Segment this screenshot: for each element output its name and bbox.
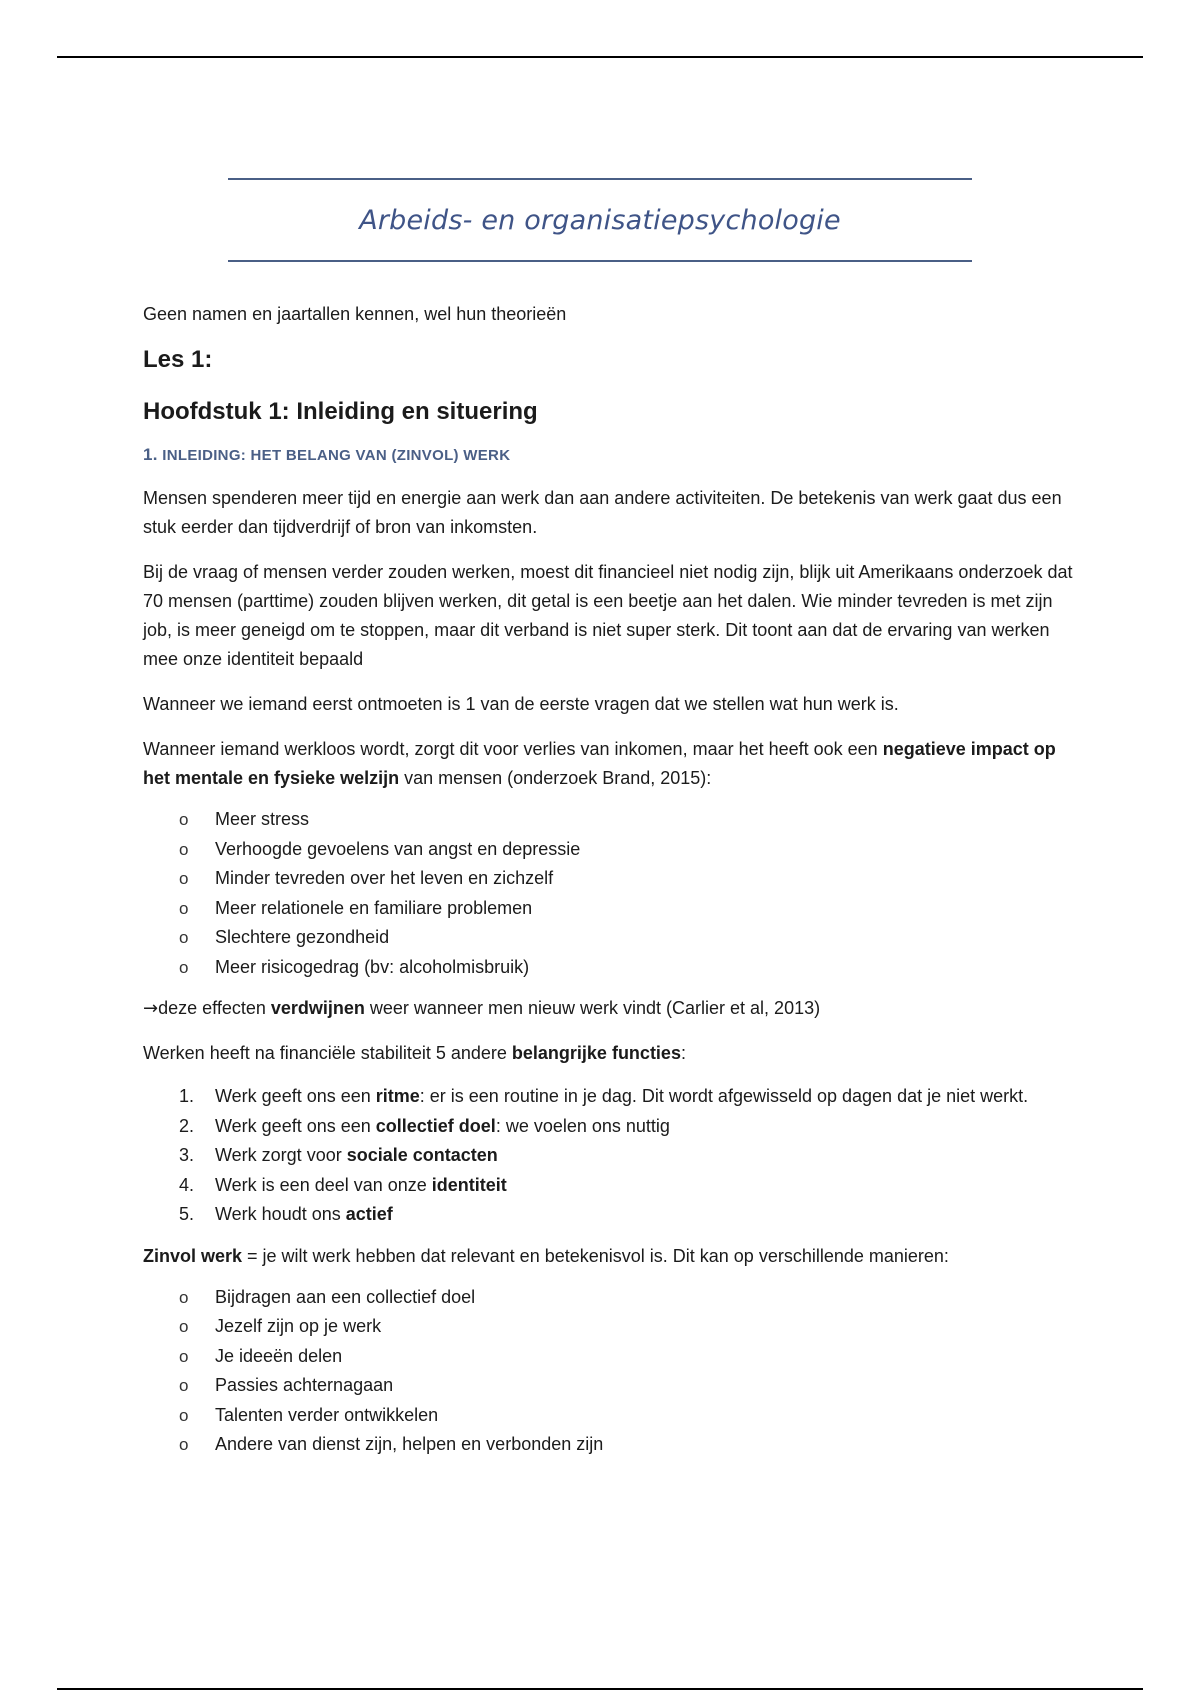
- bullet-icon: o: [179, 869, 189, 888]
- item-text: Werk is een deel van onze: [215, 1174, 432, 1195]
- list-item-text: Passies achternagaan: [215, 1375, 394, 1395]
- item-emphasis: collectief doel: [375, 1115, 496, 1136]
- lesson-heading: Les 1:: [143, 346, 213, 373]
- page-top-rule: [57, 56, 1143, 58]
- item-number: 1.: [179, 1086, 195, 1106]
- item-text: Werk geeft ons een: [215, 1086, 376, 1106]
- bullet-icon: o: [179, 1346, 189, 1366]
- document-body: [143, 300, 1073, 1472]
- meaningful-work-definition: [143, 1242, 1073, 1271]
- bullet-icon: o: [179, 1376, 189, 1395]
- paragraph-1: Mensen spenderen meer tijd en energie aan werk dan aan andere activiteiten. De betekenis van werk gaat dus een stuk eerder dan tijdverdrijf of bron van inkomsten.: [143, 488, 1062, 537]
- list-item-text: Jezelf zijn op je werk: [215, 1316, 382, 1336]
- bullet-icon: o: [179, 1435, 189, 1454]
- list-item-text: Minder tevreden over het leven en zichzelf: [215, 868, 554, 888]
- list-item-text: Meer risicogedrag (bv: alcoholmisbruik): [215, 956, 530, 977]
- list-item-text: Meer relationele en familiare problemen: [215, 897, 533, 918]
- item-number: 4.: [179, 1174, 195, 1195]
- functions-intro-emphasis: belangrijke functies: [511, 1043, 681, 1063]
- list-item: [143, 1112, 1073, 1142]
- conclusion-text: deze effecten: [158, 998, 271, 1018]
- list-item: [143, 835, 1073, 865]
- document-title-block: [228, 178, 972, 262]
- item-emphasis: ritme: [375, 1086, 420, 1106]
- list-item: [143, 1430, 1073, 1460]
- paragraph-4-text: Wanneer iemand werkloos wordt, zorgt dit voor verlies van inkomen, maar het heeft ook een: [143, 739, 883, 759]
- meaningful-work-ways-list: [143, 1283, 1073, 1460]
- paragraph-2: Bij de vraag of mensen verder zouden werken, moest dit financieel niet nodig zijn, blijk uit Amerikaans onderzoek dat 70 mensen (parttime) zouden blijven werken, dit getal is een beetje aan het dalen. Wie minder tevreden is met zijn job, is meer geneigd om te stoppen, maar dit verband is niet super sterk. Dit toont aan dat de ervaring van werken mee onze identiteit bepaald: [143, 562, 1073, 669]
- list-item-text: Bijdragen aan een collectief doel: [215, 1286, 476, 1307]
- page-bottom-rule: [57, 1688, 1143, 1690]
- item-text: Werk zorgt voor: [215, 1145, 347, 1165]
- list-item: [143, 1082, 1073, 1112]
- section-title: INLEIDING: HET BELANG VAN (ZINVOL) WERK: [162, 447, 511, 464]
- item-number: 5.: [179, 1204, 195, 1224]
- paragraph-4-emphasis: negatieve impact op het mentale en fysieke welzijn: [143, 739, 1056, 788]
- unemployment-effects-list: [143, 805, 1073, 982]
- section-number: 1.: [143, 445, 158, 464]
- list-item-text: Slechtere gezondheid: [215, 927, 390, 947]
- item-text: Werk geeft ons een: [215, 1115, 376, 1136]
- item-emphasis: identiteit: [431, 1174, 507, 1195]
- list-item: [143, 1171, 1073, 1201]
- item-emphasis: actief: [345, 1204, 393, 1224]
- list-item: [143, 1312, 1073, 1342]
- definition-term: Zinvol werk: [143, 1245, 243, 1266]
- item-number: 3.: [179, 1145, 195, 1165]
- bullet-icon: o: [179, 1405, 189, 1425]
- bullet-icon: o: [179, 1287, 189, 1307]
- list-item-text: Meer stress: [215, 809, 310, 829]
- list-item: [143, 1200, 1073, 1230]
- list-item-text: Je ideeën delen: [215, 1345, 343, 1366]
- paragraph-4-text-end: van mensen (onderzoek Brand, 2015):: [399, 768, 712, 788]
- bullet-icon: o: [179, 928, 189, 947]
- conclusion-emphasis: verdwijnen: [270, 998, 365, 1018]
- definition-text: = je wilt werk hebben dat relevant en betekenisvol is. Dit kan op verschillende manieren:: [242, 1245, 949, 1266]
- chapter-heading: Hoofdstuk 1: Inleiding en situering: [143, 398, 538, 425]
- functions-intro-end: :: [680, 1043, 686, 1063]
- list-item: [143, 894, 1073, 924]
- list-item: [143, 1342, 1073, 1372]
- conclusion-text-end: weer wanneer men nieuw werk vindt (Carlier et al, 2013): [364, 998, 821, 1018]
- list-item-text: Talenten verder ontwikkelen: [215, 1404, 439, 1425]
- bullet-icon: o: [179, 1317, 189, 1336]
- item-text-end: : we voelen ons nuttig: [495, 1115, 670, 1136]
- functions-intro: [143, 1039, 1073, 1068]
- item-text-end: : er is een routine in je dag. Dit wordt afgewisseld op dagen dat je niet werkt.: [419, 1086, 1029, 1106]
- list-item: [143, 1141, 1073, 1171]
- list-item: [143, 953, 1073, 983]
- item-text: Werk houdt ons: [215, 1204, 346, 1224]
- list-item: [143, 1283, 1073, 1313]
- list-item: [143, 1401, 1073, 1431]
- document-title: Arbeids- en organisatiepsychologie: [359, 204, 841, 236]
- bullet-icon: o: [179, 810, 189, 829]
- bullet-icon: o: [179, 839, 189, 859]
- paragraph-4: [143, 735, 1073, 793]
- item-emphasis: sociale contacten: [346, 1145, 498, 1165]
- paragraph-3: Wanneer we iemand eerst ontmoeten is 1 van de eerste vragen dat we stellen wat hun werk is.: [143, 694, 899, 714]
- intro-note: Geen namen en jaartallen kennen, wel hun theorieën: [143, 304, 567, 324]
- list-item: [143, 923, 1073, 953]
- bullet-icon: o: [179, 898, 189, 918]
- bullet-icon: o: [179, 957, 189, 977]
- work-functions-list: [143, 1082, 1073, 1230]
- effects-conclusion: [143, 994, 1073, 1023]
- item-number: 2.: [179, 1115, 195, 1136]
- list-item-text: Verhoogde gevoelens van angst en depressie: [215, 838, 581, 859]
- arrow-right-icon: →: [143, 998, 159, 1019]
- list-item: [143, 864, 1073, 894]
- section-heading: [143, 443, 1073, 468]
- functions-intro-text: Werken heeft na financiële stabiliteit 5 andere: [143, 1043, 512, 1063]
- list-item-text: Andere van dienst zijn, helpen en verbonden zijn: [215, 1434, 604, 1454]
- list-item: [143, 805, 1073, 835]
- list-item: [143, 1371, 1073, 1401]
